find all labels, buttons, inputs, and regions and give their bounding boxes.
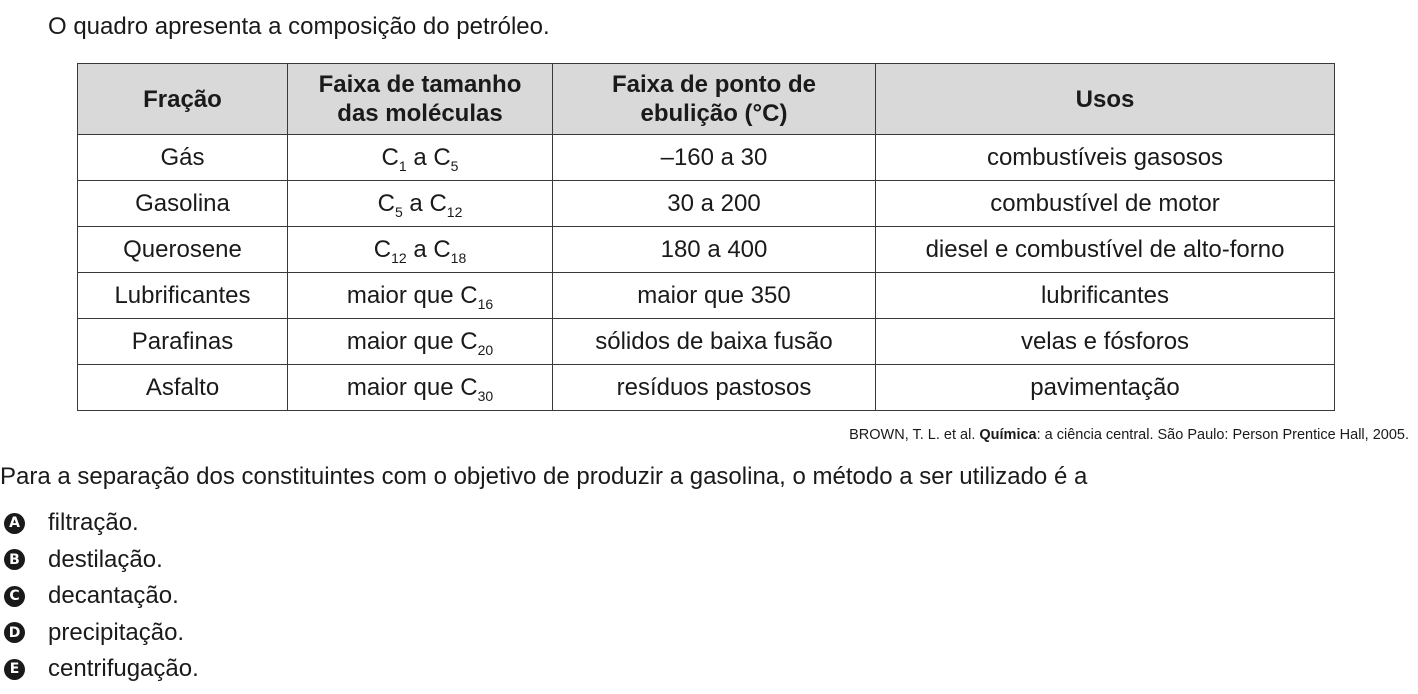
- cell-usos: combustível de motor: [876, 181, 1335, 227]
- formula-subscript: 12: [446, 203, 463, 220]
- formula-text: a C: [406, 143, 451, 171]
- header-tamanho: [288, 64, 553, 135]
- table-header-row: [78, 64, 1335, 135]
- formula-text: maior que C: [346, 281, 478, 309]
- option-letter-badge: E: [4, 659, 25, 680]
- option-text: filtração.: [48, 509, 139, 537]
- cell-ebulicao: resíduos pastosos: [553, 365, 876, 411]
- option-text: precipitação.: [48, 618, 185, 646]
- option-letter-badge: C: [4, 586, 25, 607]
- cell-fracao: Asfalto: [78, 365, 288, 411]
- formula-text: C: [377, 189, 395, 217]
- option-d[interactable]: [4, 615, 199, 652]
- cell-tamanho: [288, 319, 553, 365]
- formula-subscript: 20: [477, 341, 494, 358]
- cell-usos: lubrificantes: [876, 273, 1335, 319]
- table-row: [78, 135, 1335, 181]
- cell-tamanho: [288, 227, 553, 273]
- formula-text: a C: [406, 235, 451, 263]
- source-citation: [849, 426, 1409, 444]
- cell-fracao: Parafinas: [78, 319, 288, 365]
- cell-fracao: Gás: [78, 135, 288, 181]
- intro-text: O quadro apresenta a composição do petróleo.: [48, 13, 550, 40]
- header-tamanho-line2: das moléculas: [337, 100, 503, 127]
- option-text: decantação.: [48, 582, 179, 610]
- header-ebulicao-line1: Faixa de ponto de: [611, 71, 817, 98]
- formula-subscript: 5: [450, 157, 459, 174]
- formula-subscript: 16: [477, 295, 494, 312]
- cell-fracao: Lubrificantes: [78, 273, 288, 319]
- option-b[interactable]: [4, 542, 199, 579]
- table-row: [78, 227, 1335, 273]
- cell-fracao: Gasolina: [78, 181, 288, 227]
- cell-ebulicao: –160 a 30: [553, 135, 876, 181]
- cell-ebulicao: sólidos de baixa fusão: [553, 319, 876, 365]
- cell-ebulicao: maior que 350: [553, 273, 876, 319]
- cell-tamanho: [288, 135, 553, 181]
- option-a[interactable]: [4, 505, 199, 542]
- cell-tamanho: [288, 365, 553, 411]
- option-letter-badge: D: [4, 622, 25, 643]
- cell-usos: combustíveis gasosos: [876, 135, 1335, 181]
- cell-tamanho: [288, 273, 553, 319]
- option-c[interactable]: [4, 578, 199, 615]
- cell-usos: diesel e combustível de alto-forno: [876, 227, 1335, 273]
- formula-subscript: 5: [394, 203, 403, 220]
- cell-fracao: Querosene: [78, 227, 288, 273]
- option-text: destilação.: [48, 545, 163, 573]
- formula-subscript: 18: [450, 249, 467, 266]
- citation-rest: : a ciência central. São Paulo: Person Prentice Hall, 2005.: [1036, 427, 1409, 443]
- header-tamanho-line1: Faixa de tamanho: [318, 71, 522, 98]
- cell-tamanho: [288, 181, 553, 227]
- table-row: [78, 273, 1335, 319]
- citation-title: Química: [979, 427, 1037, 443]
- formula-text: C: [373, 235, 392, 263]
- header-ebulicao: [553, 64, 876, 135]
- formula-subscript: 12: [391, 249, 407, 266]
- option-letter-badge: B: [4, 549, 25, 570]
- cell-ebulicao: 180 a 400: [553, 227, 876, 273]
- formula-text: C: [381, 143, 399, 171]
- option-e[interactable]: [4, 651, 199, 688]
- answer-options: [4, 505, 199, 688]
- table-row: [78, 365, 1335, 411]
- cell-usos: pavimentação: [876, 365, 1335, 411]
- petroleum-composition-table: [77, 63, 1335, 411]
- formula-subscript: 30: [477, 387, 494, 404]
- option-text: centrifugação.: [48, 655, 199, 683]
- cell-usos: velas e fósforos: [876, 319, 1335, 365]
- header-ebulicao-line2: ebulição (°C): [640, 100, 788, 127]
- citation-author: BROWN, T. L. et al.: [849, 427, 980, 443]
- table-row: [78, 319, 1335, 365]
- header-fracao: Fração: [78, 64, 288, 135]
- cell-ebulicao: 30 a 200: [553, 181, 876, 227]
- header-usos: Usos: [876, 64, 1335, 135]
- table-row: [78, 181, 1335, 227]
- formula-text: a C: [402, 189, 447, 217]
- option-letter-badge: A: [4, 513, 25, 534]
- formula-text: maior que C: [346, 373, 478, 401]
- formula-subscript: 1: [398, 157, 407, 174]
- formula-text: maior que C: [346, 327, 478, 355]
- question-text: Para a separação dos constituintes com o objetivo de produzir a gasolina, o método a ser utilizado é a: [0, 463, 1088, 490]
